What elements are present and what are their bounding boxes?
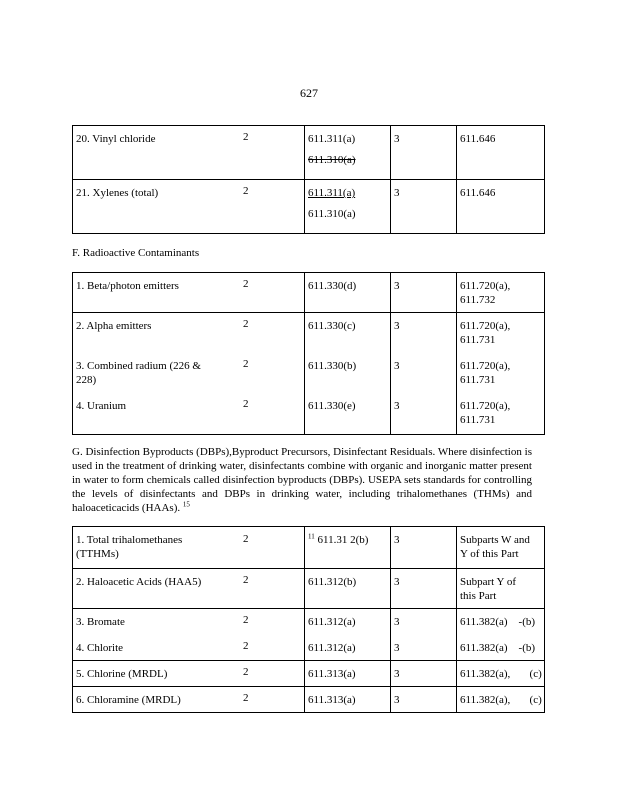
- priority-value: 2: [243, 398, 249, 410]
- priority-value: 2: [243, 185, 249, 197]
- section-cell: 611.646: [457, 180, 545, 234]
- priority-value: 2: [243, 318, 249, 330]
- code-cell: 3 3 3: [391, 313, 457, 435]
- contaminant-cell: 2. Haloacetic Acids (HAA5): [73, 569, 305, 609]
- table-row: [73, 126, 545, 180]
- section-heading-radioactive: F. Radioactive Contaminants: [72, 247, 200, 259]
- code-cell: 3: [391, 687, 457, 713]
- code-cell: 3: [391, 527, 457, 569]
- table-row: [73, 527, 545, 569]
- footnote-mark: 15: [182, 500, 190, 509]
- reference-cell: $^{11}$ 611.31 2(b): [305, 527, 391, 569]
- code-cell: 3: [391, 661, 457, 687]
- page-number: 627: [300, 86, 318, 100]
- code-cell: 3: [391, 180, 457, 234]
- reference-cell: 611.330(d): [305, 273, 391, 313]
- reference-cell: 611.311(a) 611.310(a): [305, 126, 391, 180]
- contaminant-cell: 3. Bromate 4. Chlorite: [73, 609, 305, 661]
- contaminant-cell: 5. Chlorine (MRDL): [73, 661, 305, 687]
- section-cell: 611.382(a), (c): [457, 661, 545, 687]
- priority-value: 2: [243, 278, 249, 290]
- priority-value: 2: [243, 640, 249, 652]
- section-cell: Subparts W and Y of this Part: [457, 527, 545, 569]
- section-cell: Subpart Y of this Part: [457, 569, 545, 609]
- contaminant-cell: 1. Beta/photon emitters: [73, 273, 305, 313]
- table-row: [73, 687, 545, 713]
- code-cell: 3: [391, 126, 457, 180]
- contaminant-cell: 1. Total trihalomethanes (TTHMs): [73, 527, 305, 569]
- section-cell: 611.382(a), (c): [457, 687, 545, 713]
- table-row: [73, 273, 545, 313]
- priority-value: 2: [243, 533, 249, 545]
- priority-value: 2: [243, 131, 249, 143]
- code-cell: 3: [391, 569, 457, 609]
- reference-cell: 611.313(a): [305, 661, 391, 687]
- code-cell: 3 3: [391, 609, 457, 661]
- contaminant-cell: 6. Chloramine (MRDL): [73, 687, 305, 713]
- table-row: [73, 609, 545, 661]
- priority-value: 2: [243, 574, 249, 586]
- reference-cell: 611.312(a) 611.312(a): [305, 609, 391, 661]
- section-cell: 611.646: [457, 126, 545, 180]
- section-paragraph-disinfection: G. Disinfection Byproducts (DBPs),Byproduct Precursors, Disinfectant Residuals. Where disinfection is used in the treatment of drinking water, disinfectants combine with organic and inorganic matter present in water to form chemicals called disinfection byproducts (DBPs). USEPA sets standards for controlling the levels of disinfectants and DBPs in drinking water, including trihalomethanes (THMs) and haloaceticacids (HAAs). $^{15}$: [72, 446, 532, 514]
- priority-value: 2: [243, 666, 249, 678]
- section-cell: 611.720(a), 611.731 611.720(a), 611.731 611.720(a), 611.731: [457, 313, 545, 435]
- table-row: [73, 661, 545, 687]
- contaminant-cell: 2. Alpha emitters 3. Combined radium (226 & 228) 4. Uranium: [73, 313, 305, 435]
- table-row: [73, 313, 545, 435]
- priority-value: 2: [243, 692, 249, 704]
- contaminant-cell: 20. Vinyl chloride: [73, 126, 305, 180]
- table-row: [73, 180, 545, 234]
- priority-value: 2: [243, 614, 249, 626]
- reference-cell: 611.313(a): [305, 687, 391, 713]
- footnote-ref: 11: [308, 532, 315, 541]
- code-cell: 3: [391, 273, 457, 313]
- table-disinfection-byproducts: [72, 526, 545, 713]
- priority-value: 2: [243, 358, 249, 370]
- reference-cell: 611.311(a) 611.310(a): [305, 180, 391, 234]
- table-organic-contaminants: [72, 125, 545, 234]
- table-row: [73, 569, 545, 609]
- reference-cell: 611.330(c) 611.330(b) 611.330(e): [305, 313, 391, 435]
- table-radioactive-contaminants: [72, 272, 545, 435]
- reference-cell: 611.312(b): [305, 569, 391, 609]
- section-cell: 611.382(a) -(b) 611.382(a) -(b): [457, 609, 545, 661]
- contaminant-cell: 21. Xylenes (total): [73, 180, 305, 234]
- section-cell: 611.720(a), 611.732: [457, 273, 545, 313]
